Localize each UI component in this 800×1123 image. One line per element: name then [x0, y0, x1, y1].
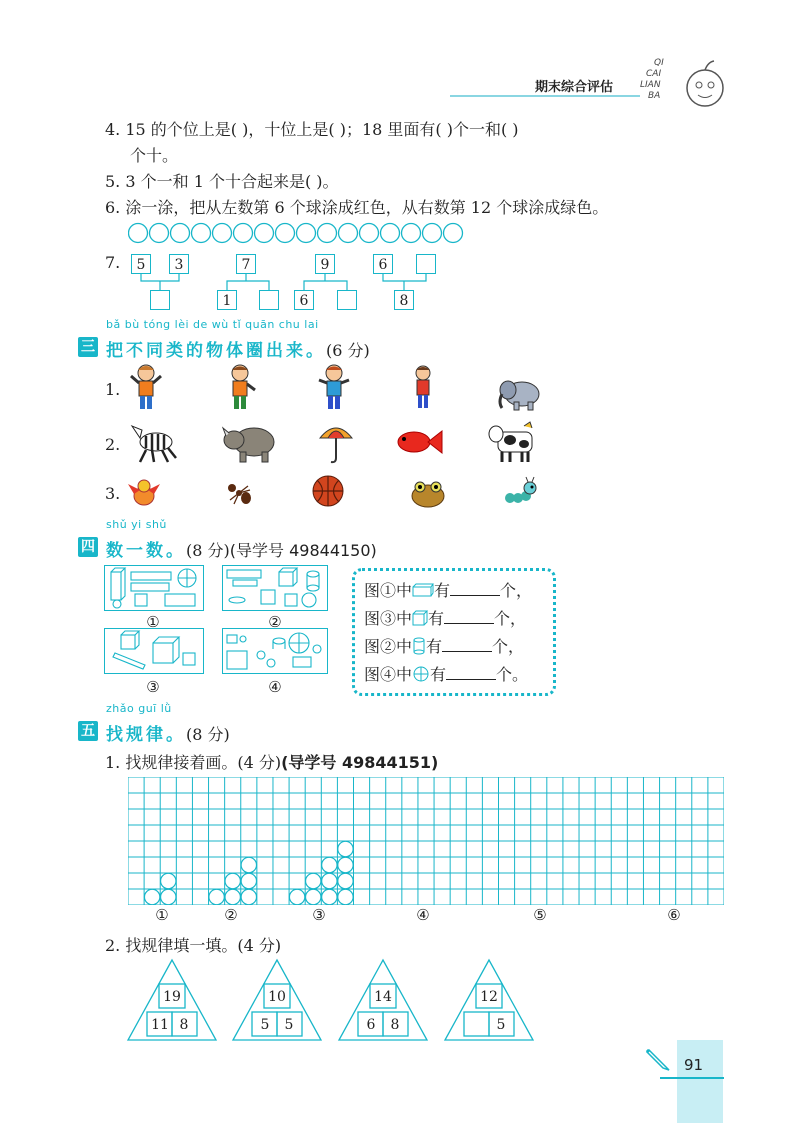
page-number-tab — [677, 1040, 723, 1123]
triangle-3-top: 14 — [374, 989, 392, 1005]
grid-label-4: ④ — [416, 906, 430, 924]
question-7-label: 7. — [105, 253, 121, 272]
figure-4-frame — [222, 628, 328, 674]
rhinoceros-icon[interactable] — [222, 420, 278, 466]
count-line-4: 图④中 有 个。 — [364, 665, 529, 684]
pattern-circle — [306, 873, 321, 888]
q7-box: 3 — [169, 254, 189, 274]
answer-blank[interactable] — [450, 581, 500, 596]
apple-mascot-icon — [682, 58, 728, 110]
pattern-circle — [225, 873, 240, 888]
grid-label-3: ③ — [312, 906, 326, 924]
pencil-icon — [645, 1046, 673, 1074]
section-5-q2: 2. 找规律填一填。(4 分) — [105, 936, 282, 955]
q7-box: 6 — [294, 290, 314, 310]
section-4-pinyin: shǔ yi shǔ — [106, 518, 167, 531]
triangle-3-right: 8 — [390, 1017, 400, 1033]
grid-label-2: ② — [224, 906, 238, 924]
pattern-circle — [241, 857, 256, 872]
pattern-circle — [338, 873, 353, 888]
page-number: 91 — [684, 1056, 704, 1074]
section-4-marker: 四 — [78, 537, 98, 557]
cylinder-icon — [412, 637, 426, 655]
triangle-4-top: 12 — [480, 989, 498, 1005]
zebra-icon[interactable] — [128, 420, 180, 464]
triangle-2-top: 10 — [268, 989, 286, 1005]
q7-answer-box[interactable] — [259, 290, 279, 310]
q7-box: 7 — [236, 254, 256, 274]
answer-blank[interactable] — [444, 609, 494, 624]
question-4-line-1: 4. 15 的个位上是( )，十位上是( )；18 里面有( )个一和( ) — [105, 120, 519, 139]
answer-blank[interactable] — [446, 665, 496, 680]
ball-row — [128, 222, 468, 244]
pattern-circle — [322, 889, 337, 904]
pattern-circle — [241, 889, 256, 904]
section-5-title: 找规律。(8 分) — [106, 725, 230, 745]
pattern-circle — [338, 841, 353, 856]
figure-2-frame — [222, 565, 328, 611]
pattern-circle — [241, 873, 256, 888]
frog-icon[interactable] — [408, 476, 448, 510]
header-title: 期末综合评估 — [535, 80, 614, 95]
q7-box: 6 — [373, 254, 393, 274]
q7-answer-box[interactable] — [416, 254, 436, 274]
pattern-circle — [289, 889, 304, 904]
section-4-title: 数一数。(8 分)(导学号 49844150) — [106, 541, 377, 561]
q7-box: 8 — [394, 290, 414, 310]
pattern-circle — [209, 889, 224, 904]
triangle-1-right: 8 — [179, 1017, 189, 1033]
umbrella-icon[interactable] — [318, 420, 354, 466]
sphere-icon — [412, 665, 430, 683]
pattern-circle — [161, 889, 176, 904]
pattern-circle — [322, 857, 337, 872]
triangle-1-left: 11 — [151, 1017, 169, 1033]
q7-answer-box[interactable] — [337, 290, 357, 310]
figure-3-frame — [104, 628, 204, 674]
pattern-circle — [338, 889, 353, 904]
ant-icon[interactable] — [226, 480, 252, 506]
section-5-pinyin: zhǎo guī lǜ — [106, 702, 172, 715]
header-rule — [450, 95, 640, 97]
figure-2-label: ② — [268, 613, 282, 631]
grid-label-6: ⑥ — [667, 906, 681, 924]
bird-icon[interactable] — [128, 476, 160, 510]
q7-box: 9 — [315, 254, 335, 274]
boy-figure-icon[interactable] — [408, 362, 438, 414]
cow-icon[interactable] — [486, 420, 540, 466]
pattern-circle — [306, 889, 321, 904]
triangle-1-top: 19 — [163, 989, 181, 1005]
pattern-circle — [338, 857, 353, 872]
drawing-grid[interactable] — [128, 777, 724, 905]
header-logo-text: QI CAI LIAN BA — [640, 58, 664, 101]
section-5-q1: 1. 找规律接着画。(4 分)(导学号 49844151) — [105, 753, 439, 772]
section-3-pinyin: bǎ bù tóng lèi de wù tǐ quān chu lai — [106, 318, 319, 331]
triangle-4-right: 5 — [496, 1017, 506, 1033]
triangle-3-left: 6 — [366, 1017, 376, 1033]
solid-shapes-icon — [223, 629, 326, 672]
q7-answer-box[interactable] — [150, 290, 170, 310]
solid-shapes-icon — [105, 629, 202, 672]
count-line-1: 图①中 有 个， — [364, 581, 533, 600]
figure-1-frame — [104, 565, 204, 611]
count-line-3: 图②中 有 个， — [364, 637, 525, 656]
figure-4-label: ④ — [268, 678, 282, 696]
section-3-title: 把不同类的物体圈出来。(6 分) — [106, 341, 370, 361]
question-4-line-2: 个十。 — [130, 146, 179, 165]
caterpillar-icon[interactable] — [502, 476, 538, 508]
boy-figure-icon[interactable] — [128, 362, 164, 414]
basketball-icon[interactable] — [311, 474, 345, 508]
page-number-rule — [660, 1077, 724, 1079]
cube-icon — [412, 610, 428, 626]
elephant-icon[interactable] — [496, 376, 544, 412]
question-6: 6. 涂一涂，把从左数第 6 个球涂成红色，从右数第 12 个球涂成绿色。 — [105, 198, 609, 217]
figure-1-label: ① — [146, 613, 160, 631]
row-2-label: 2. — [105, 435, 121, 454]
triangle-2-right: 5 — [284, 1017, 294, 1033]
section-3-marker: 三 — [78, 337, 98, 357]
boy-figure-icon[interactable] — [222, 362, 258, 414]
figure-3-label: ③ — [146, 678, 160, 696]
section-5-marker: 五 — [78, 721, 98, 741]
pattern-circle — [322, 873, 337, 888]
q7-box: 1 — [217, 290, 237, 310]
row-1-label: 1. — [105, 380, 121, 399]
question-5: 5. 3 个一和 1 个十合起来是( )。 — [105, 172, 339, 191]
cuboid-icon — [412, 583, 434, 597]
pattern-circle — [225, 889, 240, 904]
red-fish-icon[interactable] — [394, 425, 444, 459]
count-line-2: 图③中 有 个， — [364, 609, 527, 628]
answer-blank[interactable] — [442, 637, 492, 652]
row-3-label: 3. — [105, 484, 121, 503]
triangle-2-left: 5 — [260, 1017, 270, 1033]
q7-box: 5 — [131, 254, 151, 274]
grid-label-1: ① — [155, 906, 169, 924]
pattern-circle — [144, 889, 159, 904]
solid-shapes-icon — [223, 566, 326, 609]
pattern-circle — [161, 873, 176, 888]
solid-shapes-icon — [105, 566, 202, 609]
grid-label-5: ⑤ — [533, 906, 547, 924]
boy-figure-icon[interactable] — [316, 362, 352, 414]
